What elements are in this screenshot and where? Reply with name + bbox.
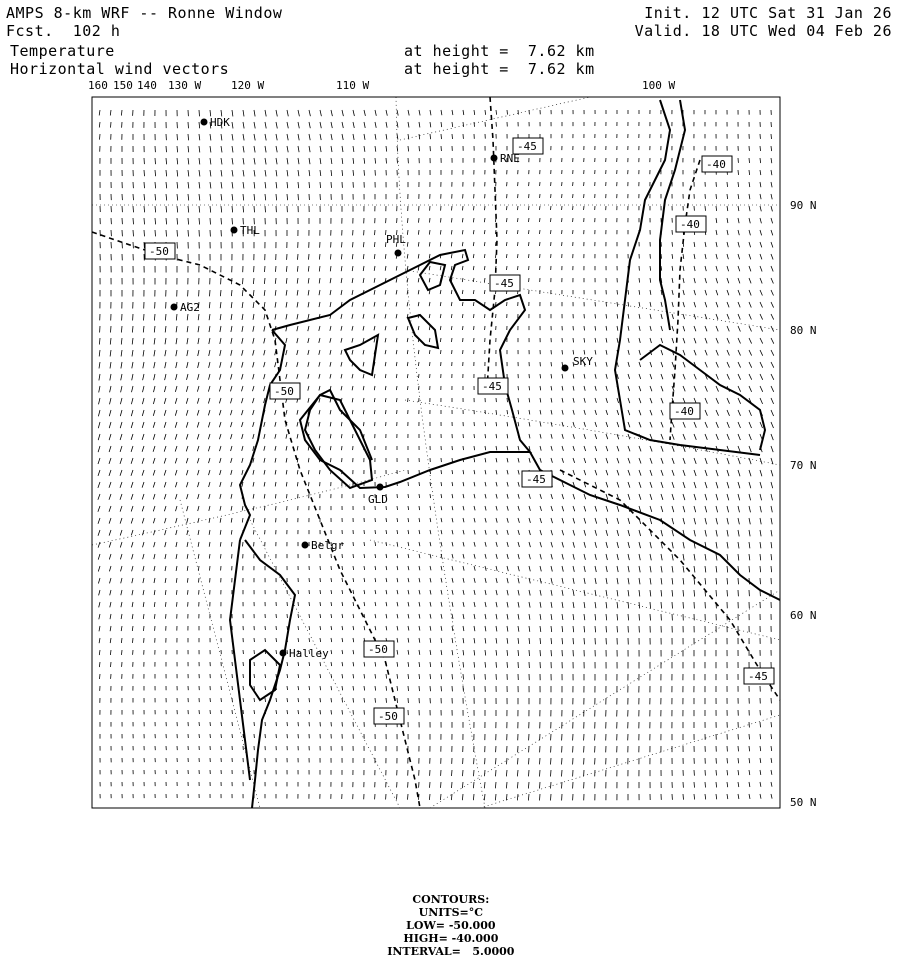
coastline-peninsula bbox=[640, 345, 765, 450]
contour-label bbox=[522, 471, 552, 487]
contours-label: CONTOURS: bbox=[412, 893, 490, 906]
station-label: RNE bbox=[500, 152, 520, 165]
wind-vector-field bbox=[98, 110, 774, 801]
station-label: PHL bbox=[386, 233, 406, 246]
lat-label: 60 N bbox=[790, 609, 817, 622]
svg-text:-40: -40 bbox=[680, 218, 700, 231]
station-label: SKY bbox=[573, 355, 593, 368]
lon-label: 130 W bbox=[168, 79, 202, 92]
valid-label: Valid. bbox=[634, 22, 692, 40]
contour-label bbox=[374, 708, 404, 724]
station-marker bbox=[302, 542, 309, 549]
svg-text:-45: -45 bbox=[517, 140, 537, 153]
svg-text:-45: -45 bbox=[526, 473, 546, 486]
field-2: Horizontal wind vectors bbox=[10, 60, 230, 78]
coastline-peninsula bbox=[615, 100, 760, 455]
svg-text:-50: -50 bbox=[274, 385, 294, 398]
stations bbox=[171, 116, 594, 660]
contour-label bbox=[676, 216, 706, 232]
coastline-east bbox=[530, 452, 780, 600]
graticule-line bbox=[92, 470, 405, 545]
station-rne bbox=[491, 152, 520, 165]
station-halley bbox=[280, 647, 330, 660]
svg-text:-45: -45 bbox=[494, 277, 514, 290]
station-marker bbox=[201, 119, 208, 126]
station-label: Belgr bbox=[311, 539, 345, 552]
right-latitude-labels bbox=[790, 199, 817, 809]
station-thl bbox=[231, 224, 261, 237]
graticule-line bbox=[480, 715, 780, 808]
contour-label bbox=[490, 275, 520, 291]
coastline-south bbox=[230, 540, 250, 780]
graticule-line bbox=[400, 97, 590, 140]
height-2: at height = 7.62 km bbox=[404, 60, 595, 78]
contour-line bbox=[560, 470, 780, 700]
station-label: THL bbox=[240, 224, 260, 237]
station-hdk bbox=[201, 116, 231, 129]
low-label: LOW= -50.000 bbox=[406, 919, 496, 932]
height-1: at height = 7.62 km bbox=[404, 42, 595, 60]
station-label: GLD bbox=[368, 493, 388, 506]
station-marker bbox=[171, 304, 178, 311]
coastline-inlet bbox=[408, 315, 438, 348]
station-marker bbox=[231, 227, 238, 234]
coastline-peninsula bbox=[660, 100, 685, 330]
station-label: AG2 bbox=[180, 301, 200, 314]
station-marker bbox=[280, 650, 287, 657]
contour-label bbox=[145, 243, 175, 259]
contour-label bbox=[670, 403, 700, 419]
coastline-inlet bbox=[345, 335, 378, 375]
svg-text:-50: -50 bbox=[378, 710, 398, 723]
svg-text:-50: -50 bbox=[149, 245, 169, 258]
init-label: Init. bbox=[644, 4, 692, 22]
lon-label: 110 W bbox=[336, 79, 370, 92]
station-marker bbox=[377, 484, 384, 491]
coastline bbox=[230, 100, 780, 808]
svg-text:-45: -45 bbox=[748, 670, 768, 683]
lat-label: 90 N bbox=[790, 199, 817, 212]
station-ag2 bbox=[171, 301, 200, 314]
svg-text:-45: -45 bbox=[482, 380, 502, 393]
contour-line bbox=[670, 160, 700, 440]
map-title: AMPS 8-km WRF -- Ronne Window bbox=[6, 4, 283, 22]
graticule-line bbox=[250, 520, 400, 808]
station-label: HDK bbox=[210, 116, 230, 129]
contour-label bbox=[364, 641, 394, 657]
field-1: Temperature bbox=[10, 42, 115, 60]
station-marker bbox=[562, 365, 569, 372]
station-phl bbox=[386, 233, 406, 257]
contour-line bbox=[92, 232, 420, 808]
lon-label: 120 W bbox=[231, 79, 265, 92]
fcst-value: 102 h bbox=[72, 22, 121, 40]
lon-label: 140 bbox=[137, 79, 157, 92]
graticule-line bbox=[405, 400, 780, 465]
svg-text:-50: -50 bbox=[368, 643, 388, 656]
contour-label bbox=[702, 156, 732, 172]
lat-label: 80 N bbox=[790, 324, 817, 337]
svg-text:-40: -40 bbox=[674, 405, 694, 418]
station-belgr bbox=[302, 539, 345, 552]
station-sky bbox=[562, 355, 594, 372]
units-label: UNITS=°C bbox=[418, 906, 484, 919]
top-longitude-labels bbox=[88, 79, 675, 92]
interval-label: INTERVAL= 5.0000 bbox=[387, 945, 515, 958]
lon-label: 100 W bbox=[642, 79, 676, 92]
valid-value: 18 UTC Wed 04 Feb 26 bbox=[701, 22, 892, 40]
contour-info bbox=[0, 880, 900, 958]
contour-label bbox=[744, 668, 774, 684]
temperature-contours bbox=[92, 97, 780, 808]
contour-label bbox=[270, 383, 300, 399]
graticule bbox=[92, 97, 780, 808]
station-label: Halley bbox=[289, 647, 329, 660]
init-value: 12 UTC Sat 31 Jan 26 bbox=[701, 4, 892, 22]
lon-label: 160 bbox=[88, 79, 108, 92]
lon-label: 150 bbox=[113, 79, 133, 92]
station-marker bbox=[491, 155, 498, 162]
svg-text:-40: -40 bbox=[706, 158, 726, 171]
wind-vectors bbox=[98, 110, 774, 801]
lat-label: 70 N bbox=[790, 459, 817, 472]
map-frame bbox=[92, 97, 780, 808]
station-marker bbox=[395, 250, 402, 257]
fcst-label: Fcst. bbox=[6, 22, 54, 40]
lat-label: 50 N bbox=[790, 796, 817, 809]
contour-label bbox=[478, 378, 508, 394]
high-label: HIGH= -40.000 bbox=[403, 932, 499, 945]
graticule-line bbox=[396, 97, 485, 808]
